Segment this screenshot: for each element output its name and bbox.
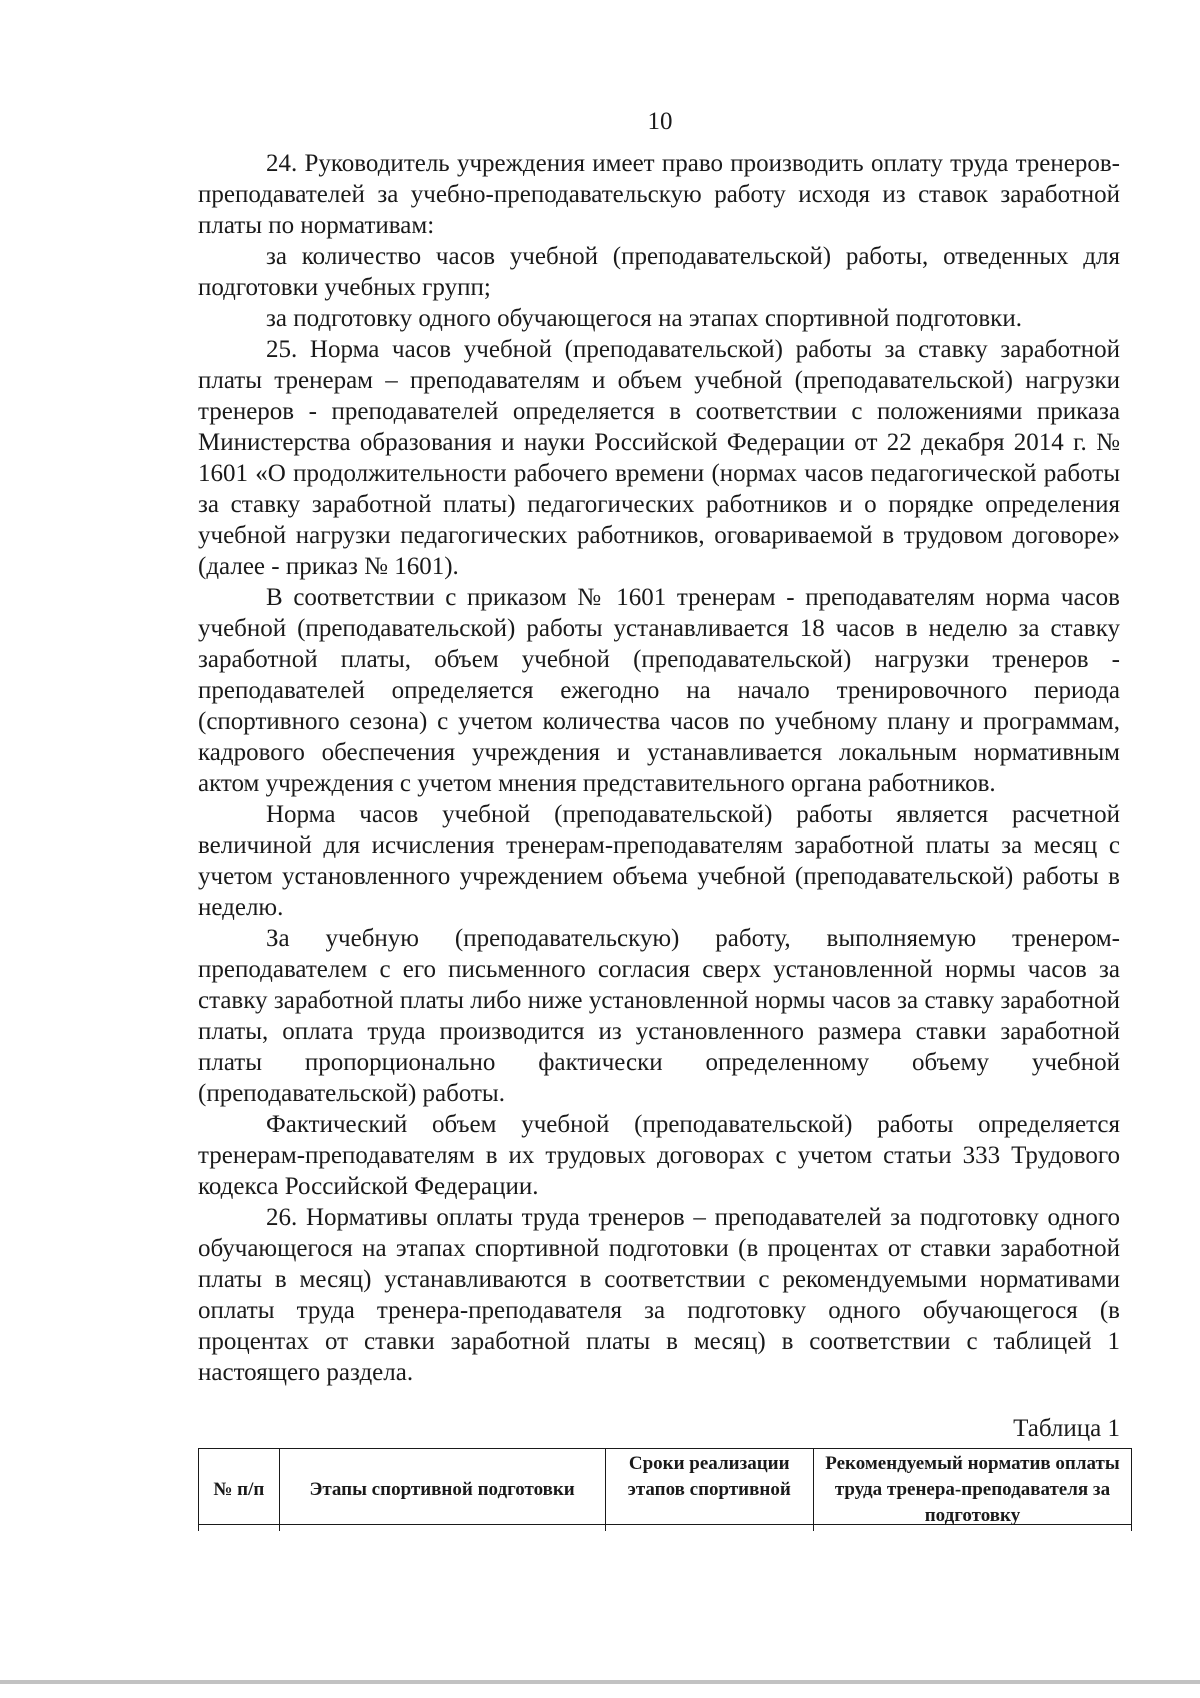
paragraph-25: 25. Норма часов учебной (преподавательской) работы за ставку заработной платы тренерам – преподавателям и объем учебной (преподавательской) нагрузки тренеров - преподавателей определяется в соответствии с положениями приказа Министерства образования и науки Российской Федерации от 22 декабря 2014 г. № 1601 «О продолжительности рабочего времени (нормах часов педагогической работы за ставку заработной платы) педагогических работников и о порядке определения учебной нагрузки педагогических работников, оговариваемой в трудовом договоре» (далее - приказ № 1601). [198, 336, 1120, 580]
header-rate: Рекомендуемый норматив оплаты труда тренера-преподавателя за подготовку [813, 1449, 1131, 1532]
paragraph-25-hours: В соответствии с приказом № 1601 тренерам - преподавателям норма часов учебной (преподавательской) работы устанавливается 18 часов в неделю за ставку заработной платы, объем учебной (преподавательской) нагрузки тренеров - преподавателей определяется ежегодно на начало тренировочного периода (спортивного сезона) с учетом количества часов по учебному плану и программам, кадрового обеспечения учреждения и устанавливается локальным нормативным актом учреждения с учетом мнения представительного органа работников. [198, 584, 1120, 797]
table-bottom-border [198, 1524, 1132, 1525]
table-caption: Таблица 1 [1013, 1415, 1120, 1442]
page-number: 10 [647, 108, 673, 135]
paragraph-25-norm: Норма часов учебной (преподавательской) работы является расчетной величиной для исчисления тренерам-преподавателям заработной платы за месяц с учетом установленного учреждением объема учебной (преподавательской) работы в неделю. [198, 801, 1120, 921]
paragraph-24-item-2: за подготовку одного обучающегося на этапах спортивной подготовки. [266, 305, 1022, 332]
scan-edge-line [0, 1680, 1200, 1684]
paragraph-25-actual: Фактический объем учебной (преподавательской) работы определяется тренерам-преподавателям в их трудовых договорах с учетом статьи 333 Трудового кодекса Российской Федерации. [198, 1111, 1120, 1200]
paragraph-24-item-1: за количество часов учебной (преподавательской) работы, отведенных для подготовки учебных групп; [198, 243, 1120, 301]
header-num: № п/п [199, 1449, 280, 1532]
paragraph-24: 24. Руководитель учреждения имеет право производить оплату труда тренеров-преподавателей за учебно-преподавательскую работу исходя из ставок заработной платы по нормативам: [198, 150, 1120, 239]
body-text [198, 148, 1120, 1388]
paragraph-26: 26. Нормативы оплаты труда тренеров – преподавателей за подготовку одного обучающегося на этапах спортивной подготовки (в процентах от ставки заработной платы в месяц) устанавливаются в соответствии с рекомендуемыми нормативами оплаты труда тренера-преподавателя за подготовку одного обучающегося (в процентах от ставки заработной платы в месяц) в соответствии с таблицей 1 настоящего раздела. [198, 1204, 1120, 1386]
paragraph-25-overtime: За учебную (преподавательскую) работу, выполняемую тренером-преподавателем с его письменного согласия сверх установленной нормы часов за ставку заработной платы либо ниже установленной нормы часов за ставку заработной платы, оплата труда производится из установленного размера ставки заработной платы пропорционально фактически определенному объему учебной (преподавательской) работы. [198, 925, 1120, 1107]
table-header-row [199, 1449, 1132, 1532]
header-stage: Этапы спортивной подготовки [279, 1449, 605, 1532]
norm-table [198, 1448, 1132, 1531]
header-term: Сроки реализации этапов спортивной [605, 1449, 813, 1532]
